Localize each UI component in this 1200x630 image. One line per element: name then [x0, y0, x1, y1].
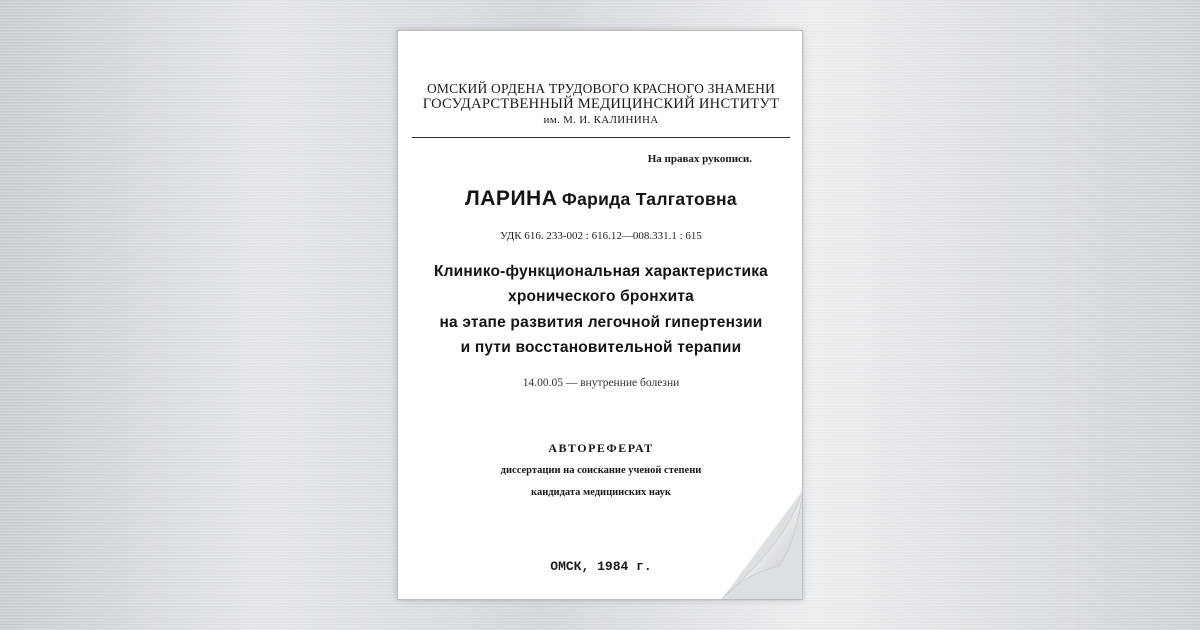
title-line-2: хронического бронхита — [508, 288, 694, 305]
institution-line-1: ОМСКИЙ ОРДЕНА ТРУДОВОГО КРАСНОГО ЗНАМЕНИ — [426, 81, 776, 96]
title-line-3: на этапе развития легочной гипертензии — [439, 314, 763, 331]
document-type: АВТОРЕФЕРАТ — [548, 441, 654, 455]
degree-line-1: диссертации на соискание ученой степени — [500, 465, 702, 476]
title-line-4: и пути восстановительной терапии — [460, 339, 742, 356]
specialty-code: 14.00.05 — внутренние болезни — [522, 377, 680, 389]
rights-note: На правах рукописи. — [647, 153, 752, 165]
degree-line-2: кандидата медицинских наук — [531, 487, 671, 498]
author-name — [398, 187, 803, 211]
page-curl-icon — [721, 490, 803, 600]
author-surname: ЛАРИНА — [465, 187, 558, 210]
institution-line-2: ГОСУДАРСТВЕННЫЙ МЕДИЦИНСКИЙ ИНСТИТУТ — [422, 96, 780, 112]
document-page — [397, 30, 803, 600]
institution-line-3: им. М. И. КАЛИНИНА — [543, 114, 659, 126]
city-year: ОМСК, 1984 г. — [550, 559, 652, 574]
title-line-1: Клинико-функциональная характеристика — [433, 263, 769, 280]
header-divider — [412, 137, 790, 138]
author-given-name: Фарида Талгатовна — [561, 189, 737, 209]
udk-code: УДК 616. 233-002 : 616.12—008.331.1 : 615 — [500, 230, 702, 242]
